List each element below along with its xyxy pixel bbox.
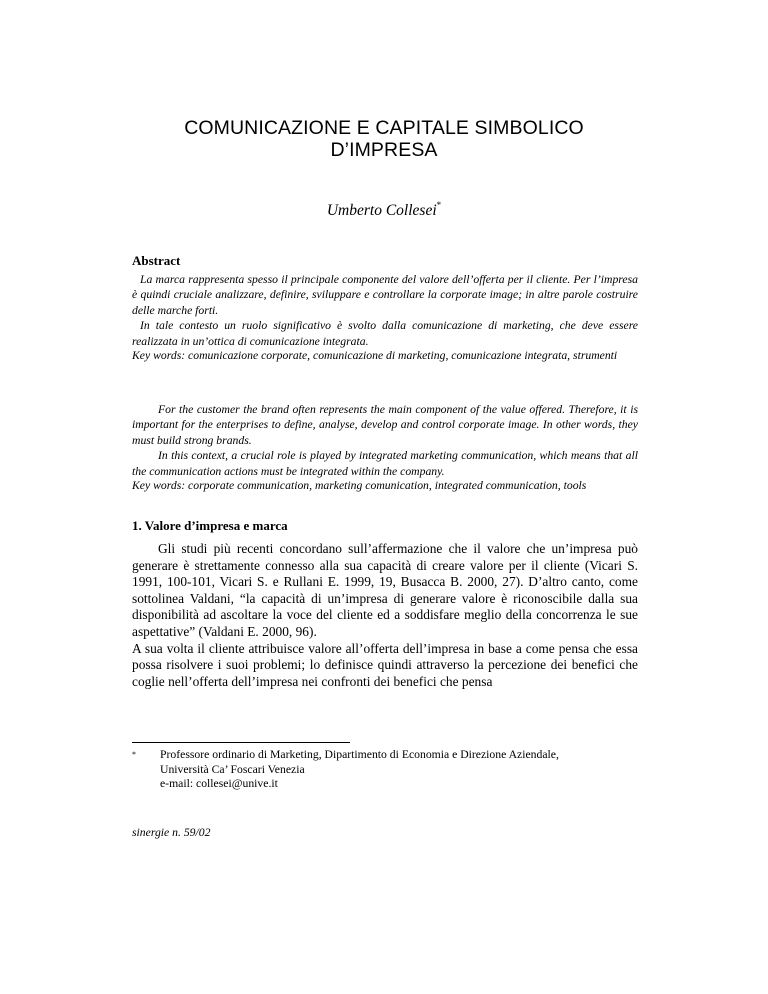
author-text: Umberto Collesei bbox=[326, 202, 437, 219]
abstract-en-paragraph-1: For the customer the brand often represents the main component of the value offered. Therefore, it is important for the enterprises to define, analyse, develop and control corporate image. In other words, they must build strong brands. bbox=[132, 403, 638, 447]
body-text bbox=[132, 541, 638, 690]
abstract-en-paragraph-2: In this context, a crucial role is played by integrated marketing communication, which means that all the communication actions must be integrated within the company. bbox=[132, 449, 638, 478]
keywords-italian: Key words: comunicazione corporate, comunicazione di marketing, comunicazione integrata, strumenti bbox=[132, 349, 618, 362]
title-line-2: D’IMPRESA bbox=[330, 139, 438, 161]
author-name bbox=[0, 200, 768, 220]
abstract-italian bbox=[132, 272, 638, 349]
footnote-email: e-mail: collesei@unive.it bbox=[160, 777, 278, 791]
footnote bbox=[132, 748, 638, 792]
footnote-line-2: Università Ca’ Foscari Venezia bbox=[160, 762, 305, 776]
section-heading: 1. Valore d’impresa e marca bbox=[132, 518, 288, 533]
abstract-it-paragraph-2: In tale contesto un ruolo significativo è svolto dalla comunicazione di marketing, che deve essere realizzata in un’ottica di comunicazione integrata. bbox=[132, 319, 638, 348]
footnote-marker: * bbox=[132, 750, 136, 759]
abstract-it-paragraph-1: La marca rappresenta spesso il principale componente del valore dell’offerta per il cliente. Per l’impresa è quindi cruciale analizzare, definire, sviluppare e controllare la corporate image; in altre parole costruire delle marche forti. bbox=[132, 273, 638, 317]
author-footnote-marker: * bbox=[436, 200, 442, 210]
body-paragraph-1: Gli studi più recenti concordano sull’affermazione che il valore che un’impresa può generare è strettamente connesso alla sua capacità di creare valore per il cliente (Vicari S. 1991, 100-101, Vicari S. e Rullani E. 1999, 19, Busacca B. 2000, 27). D’altro canto, come sottolinea Valdani, “la capacità di un’impresa di generare valore è riconoscibile dalla sua disponibilità ad ascoltare la voce del cliente ed a soddisfare meglio della concorrenza le sue aspettative” (Valdani E. 2000, 96). bbox=[132, 541, 638, 639]
footnote-line-1: Professore ordinario di Marketing, Dipartimento di Economia e Direzione Aziendale, bbox=[160, 748, 559, 761]
body-paragraph-2: A sua volta il cliente attribuisce valore all’offerta dell’impresa in base a come pensa che essa possa risolvere i suoi problemi; lo definisce quindi attraverso la percezione dei benefici che coglie nell’offerta dell’impresa nei confronti dei benefici che pensa bbox=[132, 640, 638, 689]
paper-title bbox=[0, 117, 768, 161]
keywords-english: Key words: corporate communication, marketing comunication, integrated communication, tools bbox=[132, 479, 587, 492]
journal-reference: sinergie n. 59/02 bbox=[132, 826, 211, 839]
abstract-english bbox=[132, 402, 638, 479]
title-line-1: COMUNICAZIONE E CAPITALE SIMBOLICO bbox=[184, 117, 584, 139]
footnote-divider bbox=[132, 742, 350, 743]
abstract-heading: Abstract bbox=[132, 253, 181, 268]
